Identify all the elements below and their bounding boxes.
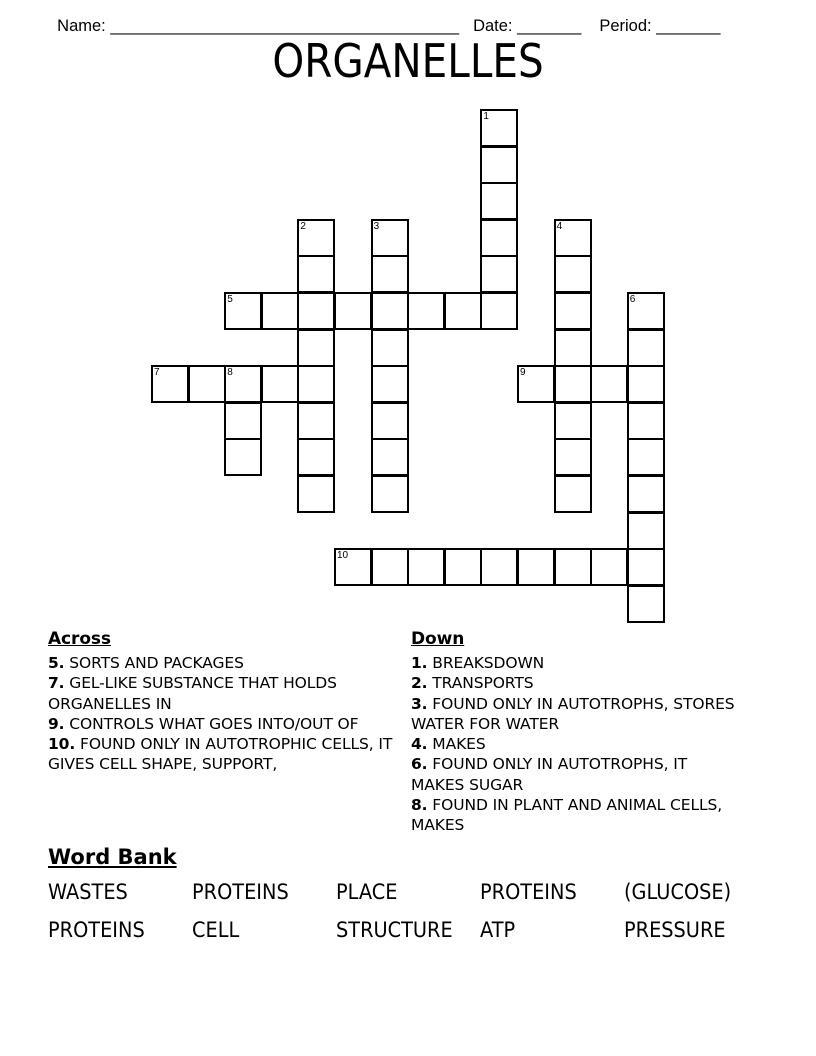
crossword-cell[interactable] bbox=[297, 219, 335, 257]
period-field[interactable]: Period: _______ bbox=[599, 17, 721, 35]
crossword-cell[interactable] bbox=[554, 219, 592, 257]
clue-number: 5 bbox=[227, 294, 233, 305]
crossword-cell[interactable] bbox=[371, 548, 409, 586]
crossword-cell[interactable] bbox=[554, 438, 592, 476]
crossword-cell[interactable] bbox=[627, 475, 665, 513]
crossword-cell[interactable] bbox=[297, 402, 335, 440]
word-bank-word: ATP bbox=[480, 918, 516, 942]
clue-number: 5. bbox=[48, 654, 65, 672]
crossword-cell[interactable] bbox=[480, 255, 518, 293]
crossword-cell[interactable] bbox=[334, 548, 372, 586]
crossword-cell[interactable] bbox=[297, 475, 335, 513]
crossword-cell[interactable] bbox=[297, 255, 335, 293]
across-clue bbox=[48, 673, 403, 714]
crossword-cell[interactable] bbox=[371, 438, 409, 476]
crossword-cell[interactable] bbox=[627, 329, 665, 367]
clue-number: 6 bbox=[629, 294, 636, 305]
crossword-cell[interactable] bbox=[224, 365, 262, 403]
word-bank-word: PROTEINS bbox=[48, 918, 145, 942]
crossword-cell[interactable] bbox=[627, 402, 665, 440]
word-bank-word: PROTEINS bbox=[480, 880, 577, 904]
word-bank-word: PROTEINS bbox=[192, 880, 289, 904]
crossword-cell[interactable] bbox=[590, 548, 628, 586]
down-clue bbox=[411, 795, 741, 836]
crossword-cell[interactable] bbox=[371, 365, 409, 403]
across-clue bbox=[48, 734, 403, 775]
crossword-cell[interactable] bbox=[371, 475, 409, 513]
clue-text: CONTROLS WHAT GOES INTO/OUT OF bbox=[64, 714, 359, 733]
word-bank-heading: Word Bank bbox=[48, 845, 177, 869]
name-field[interactable]: Name: ______________________________________ bbox=[57, 17, 460, 35]
word-bank-word: CELL bbox=[192, 918, 240, 942]
crossword-cell[interactable] bbox=[407, 548, 445, 586]
clue-number: 7. bbox=[48, 674, 65, 693]
clue-number: 9. bbox=[48, 714, 65, 733]
crossword-cell[interactable] bbox=[480, 146, 518, 184]
clue-text: TRANSPORTS bbox=[427, 674, 534, 693]
word-bank-word: WASTES bbox=[48, 880, 128, 904]
down-heading: Down bbox=[411, 629, 465, 649]
word-bank-word: PRESSURE bbox=[624, 918, 726, 942]
date-field[interactable]: Date: _______ bbox=[473, 17, 582, 35]
crossword-cell[interactable] bbox=[554, 255, 592, 293]
crossword-cell[interactable] bbox=[554, 475, 592, 513]
down-clue bbox=[411, 653, 741, 673]
across-clue bbox=[48, 714, 403, 734]
crossword-cell[interactable] bbox=[480, 548, 518, 586]
crossword-cell[interactable] bbox=[554, 548, 592, 586]
crossword-cell[interactable] bbox=[517, 548, 555, 586]
crossword-cell[interactable] bbox=[297, 365, 335, 403]
clue-number: 3. bbox=[411, 694, 428, 713]
clue-number: 6. bbox=[411, 755, 428, 774]
across-heading: Across bbox=[48, 629, 111, 649]
clue-text: FOUND IN PLANT AND ANIMAL CELLS, MAKES bbox=[411, 796, 723, 835]
crossword-cell[interactable] bbox=[627, 548, 665, 586]
student-info-header bbox=[48, 0, 720, 36]
crossword-cell[interactable] bbox=[371, 255, 409, 293]
clue-number: 4. bbox=[411, 735, 428, 754]
crossword-cell[interactable] bbox=[297, 438, 335, 476]
clue-number: 9 bbox=[520, 367, 526, 379]
down-clues bbox=[411, 628, 741, 836]
down-clue bbox=[411, 734, 741, 754]
crossword-cell[interactable] bbox=[151, 365, 189, 403]
crossword-cell[interactable] bbox=[480, 219, 518, 257]
crossword-cell[interactable] bbox=[627, 438, 665, 476]
clue-number: 1. bbox=[411, 654, 428, 672]
crossword-cell[interactable] bbox=[627, 585, 665, 623]
crossword-cell[interactable] bbox=[627, 365, 665, 403]
down-clue bbox=[411, 754, 741, 795]
clue-number: 10. bbox=[48, 735, 76, 754]
crossword-cell[interactable] bbox=[554, 329, 592, 367]
crossword-cell[interactable] bbox=[371, 292, 409, 330]
crossword-cell[interactable] bbox=[224, 292, 262, 330]
across-clue bbox=[48, 653, 403, 673]
crossword-cell[interactable] bbox=[480, 109, 518, 147]
clue-number: 3 bbox=[373, 220, 380, 232]
crossword-cell[interactable] bbox=[407, 292, 445, 330]
crossword-cell[interactable] bbox=[480, 182, 518, 220]
crossword-cell[interactable] bbox=[554, 292, 592, 330]
clue-text: FOUND ONLY IN AUTOTROPHS, IT MAKES SUGAR bbox=[411, 755, 688, 794]
crossword-cell[interactable] bbox=[224, 402, 262, 440]
word-bank-word: STRUCTURE bbox=[336, 918, 453, 942]
across-clues bbox=[48, 628, 403, 775]
crossword-cell[interactable] bbox=[224, 438, 262, 476]
clue-text: MAKES bbox=[427, 735, 486, 754]
crossword-cell[interactable] bbox=[297, 292, 335, 330]
clue-number: 2. bbox=[411, 674, 428, 693]
clue-number: 8 bbox=[227, 367, 233, 379]
clue-text: FOUND ONLY IN AUTOTROPHIC CELLS, IT GIVES CELL SHAPE, SUPPORT, bbox=[48, 735, 393, 774]
clue-text: SORTS AND PACKAGES bbox=[64, 654, 244, 672]
clue-number: 2 bbox=[300, 220, 306, 232]
crossword-cell[interactable] bbox=[371, 219, 409, 257]
down-clue bbox=[411, 694, 741, 735]
crossword-cell[interactable] bbox=[554, 402, 592, 440]
crossword-cell[interactable] bbox=[554, 365, 592, 403]
word-bank bbox=[48, 880, 768, 943]
crossword-cell[interactable] bbox=[517, 365, 555, 403]
crossword-cell[interactable] bbox=[444, 548, 482, 586]
crossword-cell[interactable] bbox=[261, 292, 299, 330]
crossword-cell[interactable] bbox=[297, 329, 335, 367]
clue-number: 4 bbox=[556, 220, 563, 232]
crossword-cell[interactable] bbox=[627, 292, 665, 330]
crossword-cell[interactable] bbox=[334, 292, 372, 330]
clue-number: 7 bbox=[154, 367, 160, 379]
clue-number: 1 bbox=[483, 111, 489, 122]
word-bank-word: PLACE bbox=[336, 880, 398, 904]
crossword-cell[interactable] bbox=[590, 365, 628, 403]
crossword-cell[interactable] bbox=[261, 365, 299, 403]
down-clue bbox=[411, 673, 741, 693]
clue-number: 10 bbox=[337, 550, 349, 562]
word-bank-word: (GLUCOSE) bbox=[624, 880, 732, 904]
clue-text: BREAKSDOWN bbox=[427, 654, 545, 672]
crossword-cell[interactable] bbox=[444, 292, 482, 330]
crossword-cell[interactable] bbox=[371, 402, 409, 440]
crossword-cell[interactable] bbox=[480, 292, 518, 330]
clue-text: GEL-LIKE SUBSTANCE THAT HOLDS ORGANELLES IN bbox=[48, 674, 337, 713]
crossword-cell[interactable] bbox=[371, 329, 409, 367]
clue-text: FOUND ONLY IN AUTOTROPHS, STORES WATER FOR WATER bbox=[411, 694, 735, 733]
page-title: ORGANELLES bbox=[272, 34, 544, 88]
crossword-cell[interactable] bbox=[627, 512, 665, 550]
crossword-cell[interactable] bbox=[188, 365, 226, 403]
clue-number: 8. bbox=[411, 796, 428, 815]
